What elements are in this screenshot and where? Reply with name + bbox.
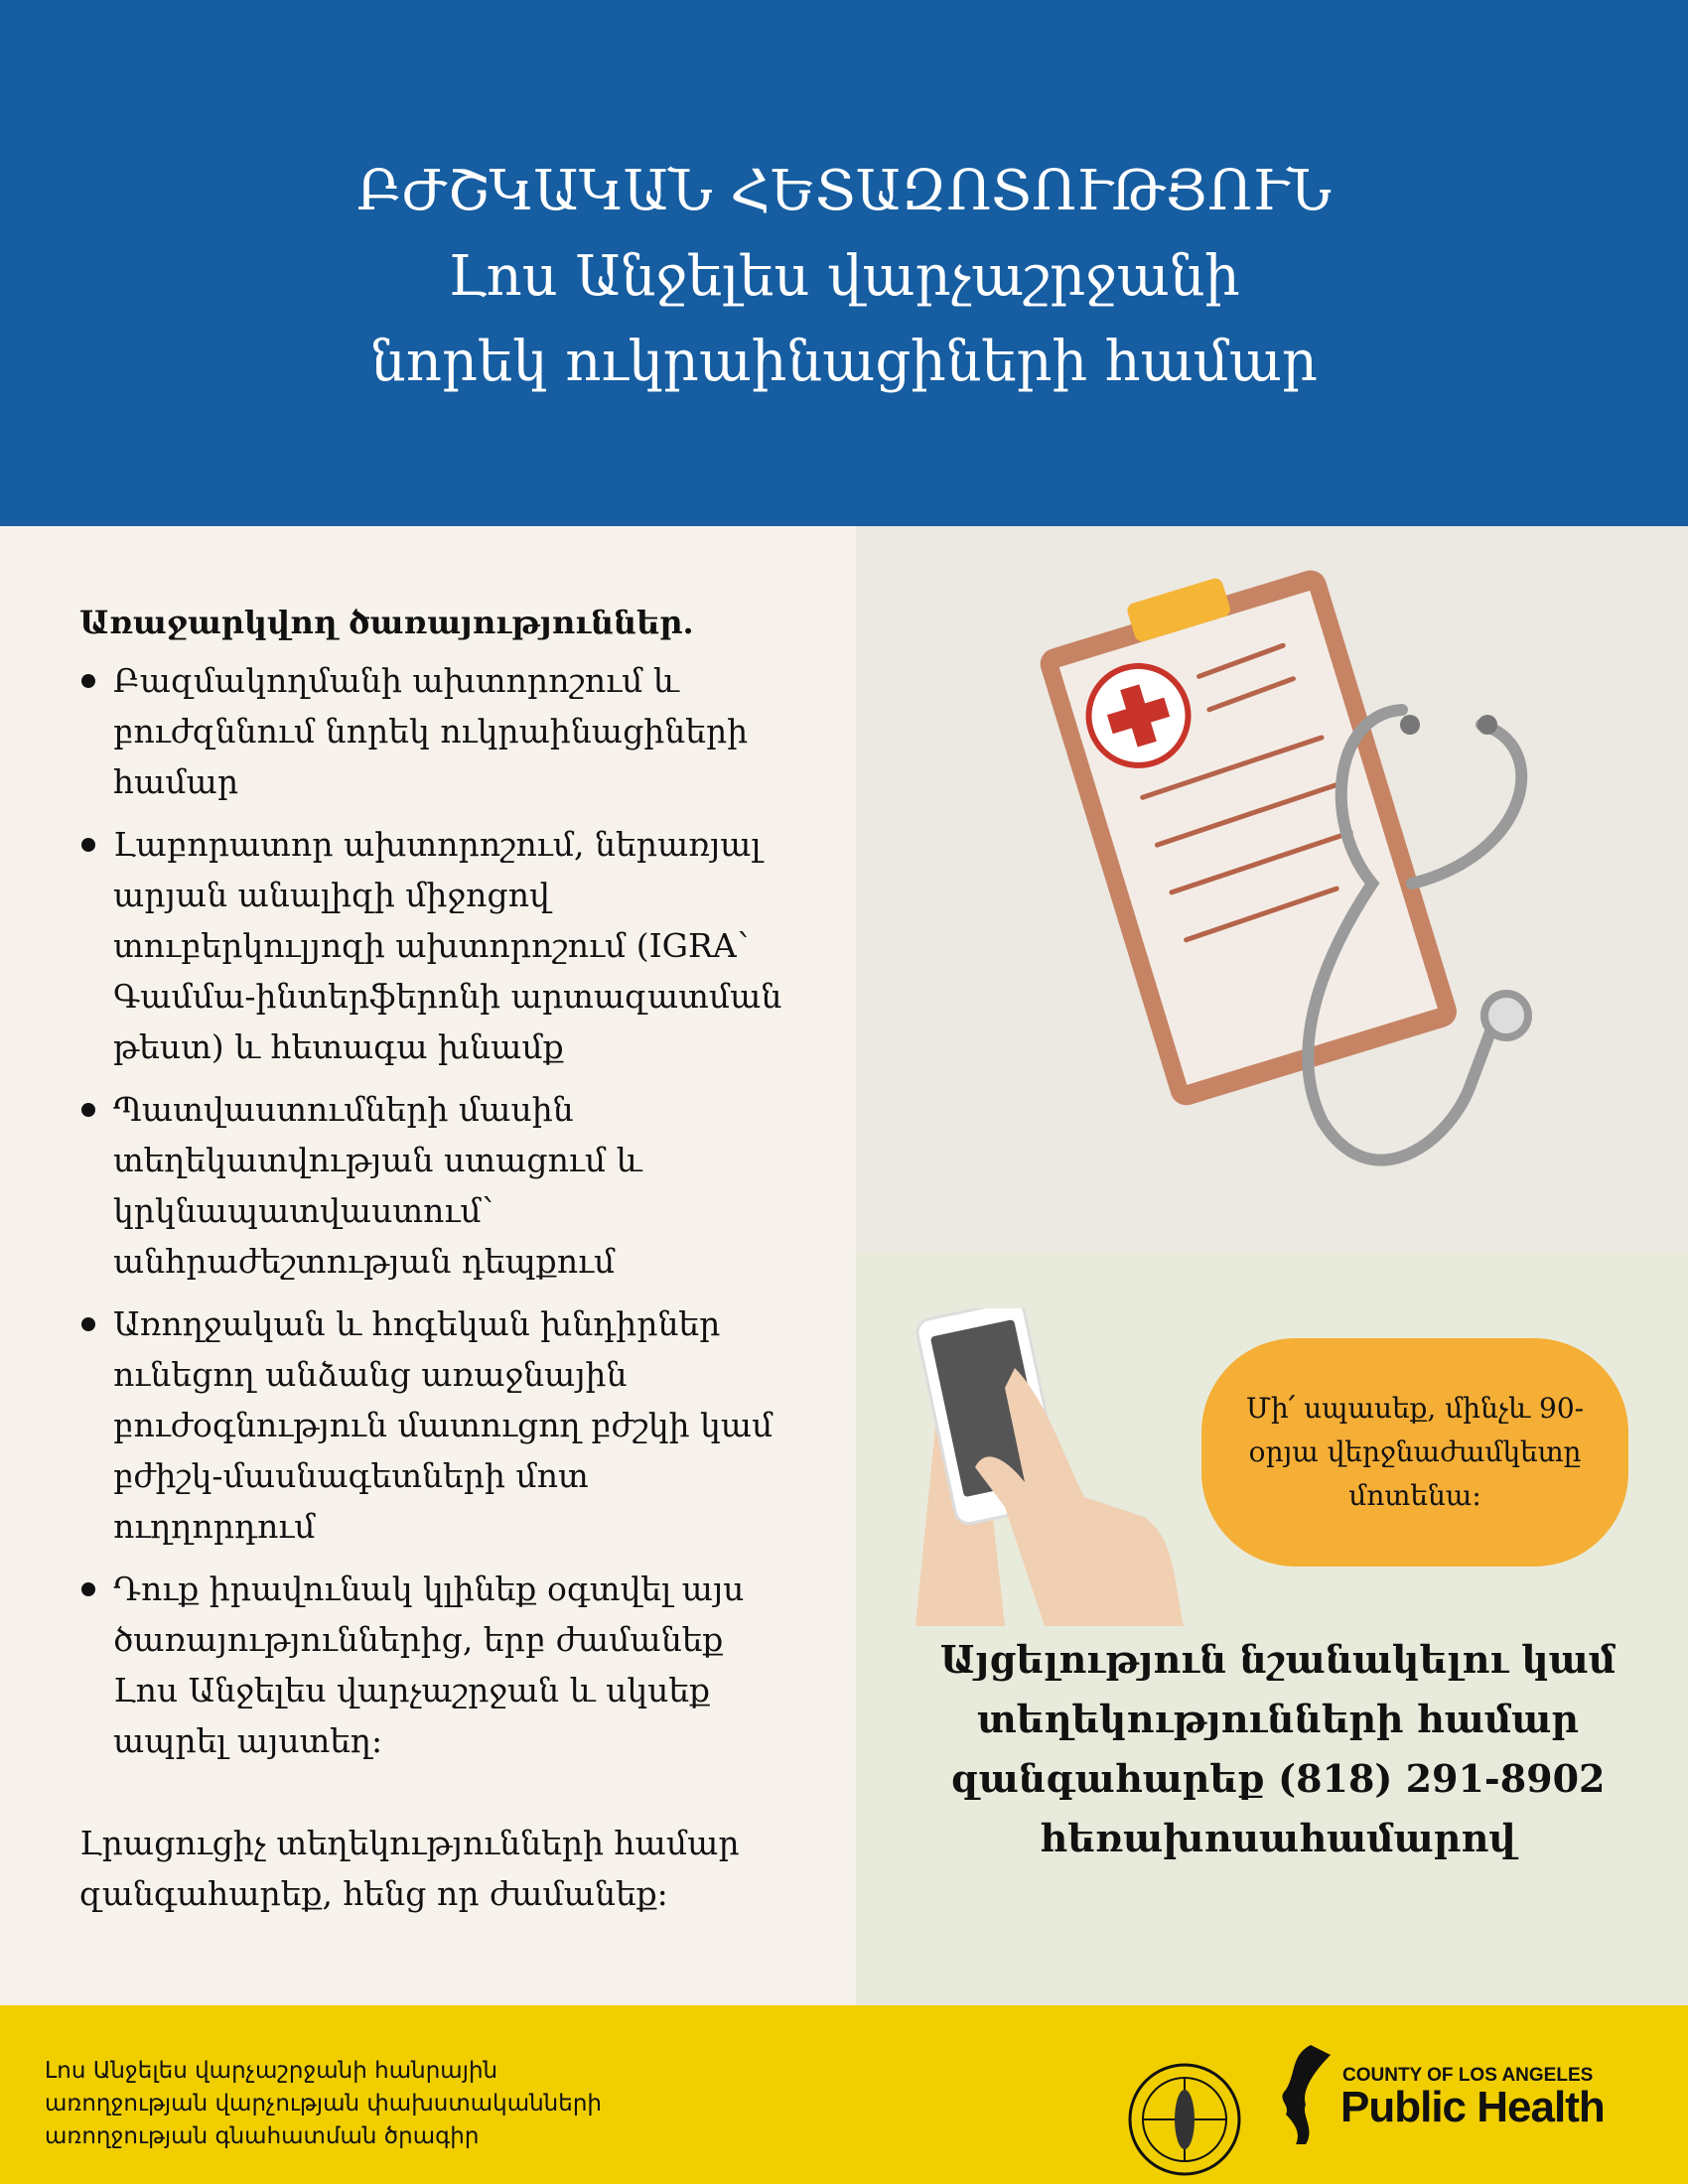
- list-item: [79, 655, 796, 807]
- program-line: Լոս Անջելես վարչաշրջանի հանրային: [45, 2058, 498, 2084]
- bullet-icon: [81, 1317, 95, 1331]
- public-health-logo: [1271, 2045, 1605, 2148]
- reminder-text: Մի՛ սպասեք, մինչև 90-օրյա վերջնաժամկետը մոտենա:: [1245, 1392, 1585, 1512]
- services-heading: Առաջարկվող ծառայություններ.: [79, 604, 694, 641]
- bullet-icon: [81, 1582, 95, 1596]
- program-name: [45, 2055, 700, 2153]
- bullet-icon: [81, 674, 95, 688]
- program-line: առողջության վարչության փախստականների: [45, 2091, 602, 2116]
- profile-silhouette-icon: [1271, 2045, 1340, 2144]
- services-list: [79, 655, 796, 1766]
- clipboard-stethoscope-icon: [856, 526, 1688, 1253]
- logo-county-text: COUNTY OF LOS ANGELES: [1342, 2065, 1594, 2086]
- bullet-icon: [81, 838, 95, 852]
- item-text: Բազմակողմանի ախտորոշում և բուժզննում նորեկ ուկրաինացիների համար: [113, 661, 749, 801]
- more-info-text: Լրացուցիչ տեղեկությունների համար զանգահարեք, հենց որ ժամանեք:: [79, 1824, 740, 1913]
- item-text: Առողջական և հոգեկան խնդիրներ ունեցող անձանց առաջնային բուժօգնություն մատուցող բժշկի կամ բժիշկ-մասնագետների մոտ ուղղորդում: [113, 1304, 774, 1546]
- item-text: Պատվաստումների մասին տեղեկատվության ստացում և կրկնապատվաստում՝ անհրաժեշտության դեպքում: [113, 1090, 642, 1281]
- list-item: [79, 1084, 796, 1287]
- list-item: [79, 1564, 796, 1766]
- contact-panel: [856, 1253, 1688, 2005]
- list-item: [79, 1298, 796, 1552]
- logo-public-health-text: Public Health: [1340, 2083, 1605, 2131]
- title-line-2: Լոս Անջելես վարչաշրջանի: [448, 244, 1240, 309]
- appointment-call-text: Այցելություն նշանակելու կամ տեղեկությունների համար զանգահարեք (818) 291-8902 հեռախոսահամարով: [939, 1637, 1617, 1860]
- clipboard-illustration-panel: [856, 526, 1688, 1253]
- phone-hand-icon: [915, 1308, 1194, 1626]
- county-seal-icon: [1127, 2062, 1242, 2177]
- title-line-1: ԲԺՇԿԱԿԱՆ ՀԵՏԱԶՈՏՈՒԹՅՈՒՆ: [356, 159, 1332, 223]
- program-line: առողջության գնահատման ծրագիր: [45, 2123, 480, 2149]
- bullet-icon: [81, 1103, 95, 1117]
- deadline-reminder-bubble: [1201, 1338, 1628, 1567]
- footer: [0, 2005, 1688, 2184]
- item-text: Դուք իրավունակ կլինեք օգտվել այս ծառայություններից, երբ ժամանեք Լոս Անջելես վարչաշրջան և սկսեք ապրել այստեղ:: [113, 1570, 745, 1760]
- item-text: Լաբորատոր ախտորոշում, ներառյալ արյան անալիզի միջոցով տուբերկուլյոզի ախտորոշում (IGRA՝ Գամմա-ինտերֆերոնի արտազատման թեստ) և հետագա խնամք: [113, 825, 782, 1066]
- title-line-3: նորեկ ուկրաինացիների համար: [370, 330, 1318, 394]
- list-item: [79, 819, 796, 1072]
- header-banner: [0, 0, 1688, 526]
- services-panel: [0, 526, 856, 2005]
